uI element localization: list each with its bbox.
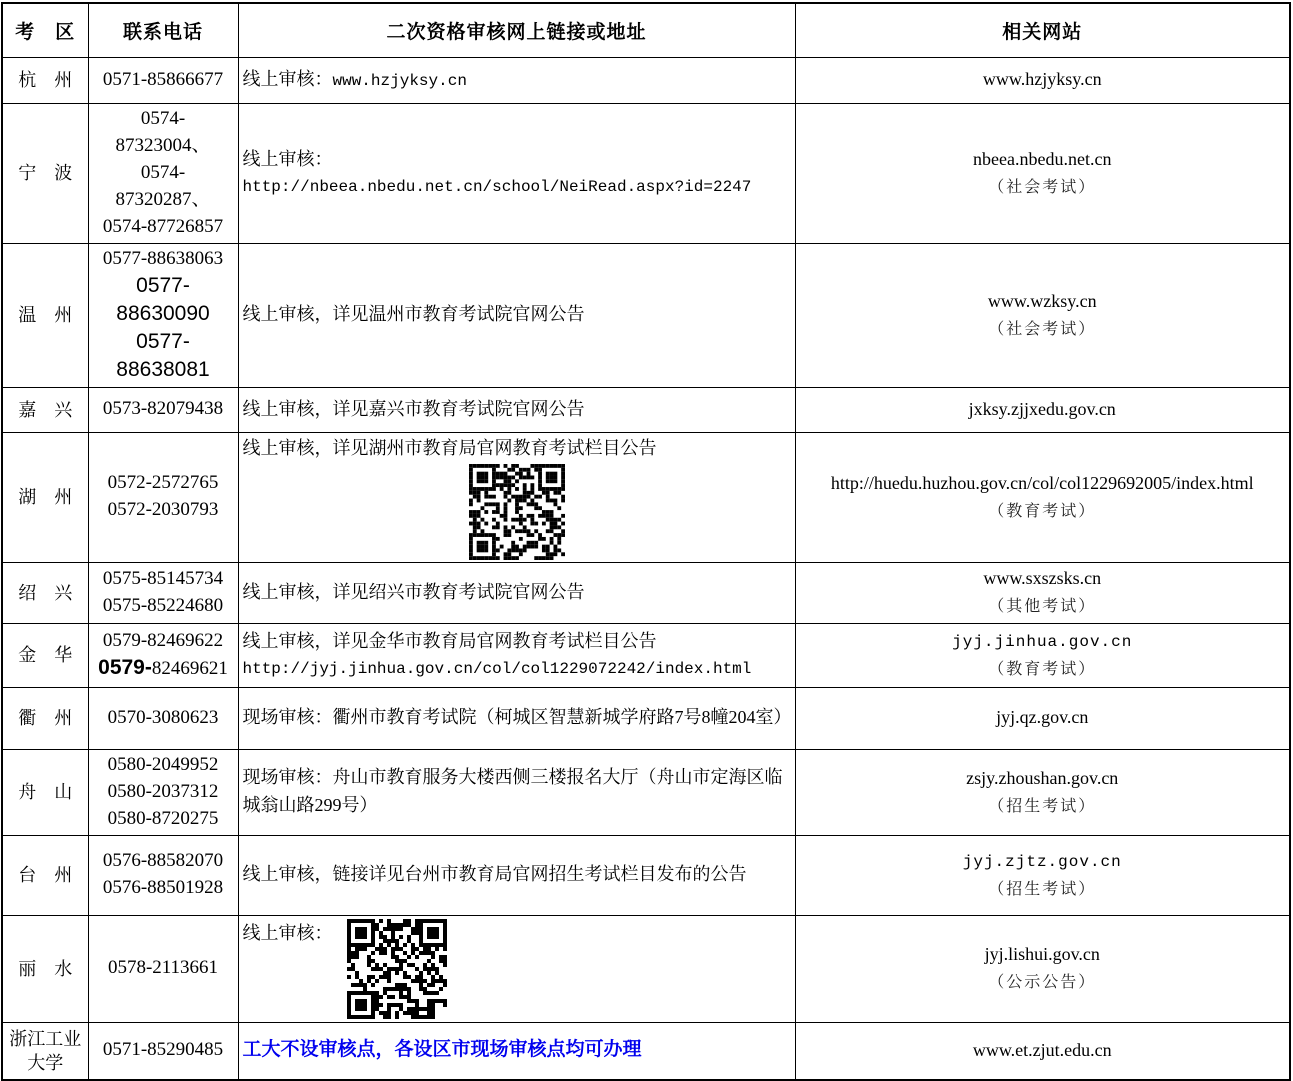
phone-number: 0576-88501928 bbox=[102, 877, 224, 898]
phone-line bbox=[93, 470, 234, 497]
phone-cell bbox=[88, 432, 238, 562]
website-line bbox=[800, 470, 1286, 498]
phone-number: 0570-3080623 bbox=[107, 706, 219, 728]
phone-cell bbox=[88, 749, 238, 835]
link-text: 线上审核，详见金华市教育局官网教育考试栏目公告 bbox=[242, 631, 657, 651]
website-line bbox=[800, 704, 1286, 732]
link-line bbox=[243, 435, 791, 463]
website-line bbox=[800, 66, 1286, 94]
table-row bbox=[2, 749, 1290, 835]
phone-line bbox=[93, 106, 234, 133]
phone-line bbox=[93, 246, 234, 273]
website-text: jyj.qz.gov.cn bbox=[996, 707, 1089, 727]
district-name: 温 州 bbox=[18, 305, 73, 325]
link-line bbox=[243, 764, 791, 820]
district-cell bbox=[2, 749, 88, 835]
phone-line bbox=[93, 301, 234, 329]
link-cell bbox=[238, 432, 795, 562]
link-line bbox=[243, 579, 791, 607]
phone-number: 0575-85224680 bbox=[102, 594, 224, 616]
district-cell bbox=[2, 835, 88, 915]
phone-number: 0575-85145734 bbox=[102, 567, 224, 589]
website-cell bbox=[795, 57, 1290, 103]
district-name: 嘉 兴 bbox=[18, 399, 73, 420]
website-text: zsjy.zhoushan.gov.cn bbox=[966, 767, 1119, 788]
phone-line bbox=[93, 214, 234, 241]
phone-number: 0574-87726857 bbox=[102, 215, 224, 237]
phone-cell bbox=[88, 103, 238, 243]
table-row bbox=[2, 57, 1290, 103]
website-line bbox=[800, 848, 1286, 876]
website-line bbox=[800, 941, 1286, 969]
website-cell bbox=[795, 687, 1290, 749]
header-phone: 联系电话 bbox=[88, 3, 238, 57]
table-row bbox=[2, 623, 1290, 687]
phone-line bbox=[93, 779, 234, 806]
website-line bbox=[800, 1037, 1286, 1065]
district-cell bbox=[2, 243, 88, 387]
website-cell bbox=[795, 103, 1290, 243]
link-text: 工大不设审核点，各设区市现场审核点均可办理 bbox=[242, 1039, 642, 1061]
table-row bbox=[2, 243, 1290, 387]
link-cell bbox=[238, 749, 795, 835]
link-text: 现场审核：舟山市教育服务大楼西侧三楼报名大厅（舟山市定海区临城翁山路299号） bbox=[242, 767, 783, 815]
website-line bbox=[800, 628, 1286, 656]
link-line bbox=[243, 396, 791, 424]
phone-number: 0579- bbox=[98, 655, 152, 679]
table-row bbox=[2, 387, 1290, 432]
phone-line bbox=[93, 705, 234, 732]
link-text: 线上审核，链接详见台州市教育局官网招生考试栏目发布的公告 bbox=[242, 864, 747, 884]
phone-number: 88638081 bbox=[116, 357, 210, 381]
phone-number: 0576-88582070 bbox=[102, 850, 224, 871]
website-cell bbox=[795, 432, 1290, 562]
link-text: 线上审核，详见嘉兴市教育考试院官网公告 bbox=[242, 398, 585, 419]
link-text: 现场审核：衢州市教育考试院（柯城区智慧新城学府路7号8幢204室） bbox=[242, 707, 792, 727]
website-text: （招生考试） bbox=[988, 797, 1097, 815]
link-cell bbox=[238, 103, 795, 243]
phone-cell bbox=[88, 687, 238, 749]
link-line bbox=[243, 301, 791, 329]
phone-line bbox=[93, 875, 234, 902]
district-name: 丽 水 bbox=[18, 958, 73, 979]
website-text: （教育考试） bbox=[988, 502, 1097, 520]
phone-number: 0577- bbox=[136, 329, 190, 353]
website-line bbox=[800, 765, 1286, 793]
phone-number: 87320287、 bbox=[115, 188, 211, 210]
link-text: 线上审核，详见湖州市教育局官网教育考试栏目公告 bbox=[242, 437, 657, 458]
website-cell bbox=[795, 1022, 1290, 1080]
district-name: 杭 州 bbox=[18, 70, 73, 90]
link-line bbox=[243, 919, 333, 947]
website-line bbox=[800, 593, 1286, 620]
district-cell bbox=[2, 915, 88, 1022]
phone-line bbox=[93, 566, 234, 593]
district-cell bbox=[2, 1022, 88, 1080]
link-line bbox=[243, 656, 791, 682]
website-text: （公示公告） bbox=[988, 974, 1097, 991]
district-name: 台 州 bbox=[18, 865, 73, 885]
link-text: 线上审核： bbox=[242, 149, 333, 169]
website-line bbox=[800, 793, 1286, 820]
phone-cell bbox=[88, 915, 238, 1022]
phone-line bbox=[93, 329, 234, 357]
link-line bbox=[243, 146, 791, 174]
website-text: www.et.zjut.edu.cn bbox=[972, 1039, 1112, 1060]
phone-line bbox=[93, 955, 234, 982]
link-line bbox=[243, 628, 791, 656]
phone-number: 0573-82079438 bbox=[102, 398, 224, 419]
phone-number: 0572-2572765 bbox=[107, 472, 219, 493]
link-text: http://jyj.jinhua.gov.cn/col/col1229072242/index.html bbox=[242, 660, 752, 678]
district-cell bbox=[2, 687, 88, 749]
qr-code bbox=[469, 464, 565, 560]
phone-number: 0577- bbox=[136, 273, 190, 297]
phone-number: 0574- bbox=[140, 161, 186, 183]
phone-cell bbox=[88, 562, 238, 623]
table-row bbox=[2, 687, 1290, 749]
website-text: （教育考试） bbox=[988, 660, 1097, 678]
website-cell bbox=[795, 835, 1290, 915]
link-cell bbox=[238, 623, 795, 687]
website-line bbox=[800, 565, 1286, 593]
table-row bbox=[2, 562, 1290, 623]
district-cell bbox=[2, 432, 88, 562]
phone-line bbox=[93, 273, 234, 301]
phone-number: 0574- bbox=[140, 107, 186, 129]
phone-number: 0572-2030793 bbox=[107, 499, 219, 520]
link-text: 线上审核，详见绍兴市教育考试院官网公告 bbox=[242, 581, 585, 602]
qr-code bbox=[347, 919, 447, 1019]
website-text: www.sxszsks.cn bbox=[983, 568, 1102, 588]
phone-line bbox=[93, 1037, 234, 1064]
header-link: 二次资格审核网上链接或地址 bbox=[238, 3, 795, 57]
table-row bbox=[2, 835, 1290, 915]
table-row bbox=[2, 915, 1290, 1022]
phone-cell bbox=[88, 57, 238, 103]
district-name: 绍 兴 bbox=[18, 582, 73, 603]
website-line bbox=[800, 316, 1286, 343]
district-cell bbox=[2, 387, 88, 432]
website-cell bbox=[795, 243, 1290, 387]
district-name: 舟 山 bbox=[18, 782, 73, 802]
phone-line bbox=[93, 133, 234, 160]
link-content bbox=[243, 919, 791, 1019]
phone-cell bbox=[88, 835, 238, 915]
district-name: 宁 波 bbox=[18, 163, 73, 183]
district-cell bbox=[2, 57, 88, 103]
website-cell bbox=[795, 915, 1290, 1022]
website-cell bbox=[795, 562, 1290, 623]
phone-line bbox=[93, 752, 234, 779]
link-cell bbox=[238, 1022, 795, 1080]
link-text: www.hzjyksy.cn bbox=[332, 72, 467, 90]
phone-line bbox=[93, 187, 234, 214]
phone-line bbox=[93, 67, 234, 94]
verification-table bbox=[1, 2, 1291, 1081]
district-name: 湖 州 bbox=[18, 487, 73, 507]
website-text: jyj.jinhua.gov.cn bbox=[952, 632, 1133, 651]
website-text: （招生考试） bbox=[988, 880, 1097, 898]
district-name: 浙江工业大学 bbox=[9, 1028, 82, 1073]
website-line bbox=[800, 174, 1286, 201]
website-text: www.hzjyksy.cn bbox=[982, 69, 1102, 89]
phone-line bbox=[93, 848, 234, 875]
website-line bbox=[800, 288, 1286, 316]
phone-cell bbox=[88, 387, 238, 432]
website-text: http://huedu.huzhou.gov.cn/col/col1229692005/index.html bbox=[830, 472, 1254, 493]
website-text: www.wzksy.cn bbox=[987, 290, 1097, 311]
link-cell bbox=[238, 57, 795, 103]
phone-number: 0577-88638063 bbox=[102, 247, 224, 269]
website-line bbox=[800, 498, 1286, 525]
website-text: jyj.lishui.gov.cn bbox=[984, 944, 1100, 964]
phone-line bbox=[93, 806, 234, 833]
link-text: 线上审核： bbox=[242, 69, 333, 89]
website-text: （社会考试） bbox=[988, 178, 1097, 196]
table-row bbox=[2, 103, 1290, 243]
phone-number: 0579-82469622 bbox=[102, 629, 224, 651]
link-text: http://nbeea.nbedu.net.cn/school/NeiRead.aspx?id=2247 bbox=[242, 178, 752, 196]
link-line bbox=[243, 704, 791, 732]
phone-number: 0571-85866677 bbox=[102, 68, 224, 90]
phone-line bbox=[93, 396, 234, 423]
phone-line bbox=[93, 655, 234, 683]
table-body bbox=[2, 57, 1290, 1080]
district-cell bbox=[2, 623, 88, 687]
phone-number: 87323004、 bbox=[115, 134, 211, 156]
link-line bbox=[243, 174, 791, 200]
table-row bbox=[2, 432, 1290, 562]
qr-code-wrapper bbox=[243, 464, 791, 560]
phone-number: 88630090 bbox=[116, 301, 210, 325]
phone-number: 0580-2049952 bbox=[107, 753, 219, 775]
header-district: 考 区 bbox=[2, 3, 88, 57]
website-cell bbox=[795, 387, 1290, 432]
header-website: 相关网站 bbox=[795, 3, 1290, 57]
link-line bbox=[243, 66, 791, 94]
district-cell bbox=[2, 562, 88, 623]
link-text: 线上审核： bbox=[242, 922, 333, 943]
phone-line bbox=[93, 497, 234, 524]
website-line bbox=[800, 969, 1286, 996]
phone-cell bbox=[88, 623, 238, 687]
website-text: jxksy.zjjxedu.gov.cn bbox=[968, 398, 1116, 419]
website-line bbox=[800, 876, 1286, 903]
phone-line bbox=[93, 357, 234, 385]
district-name: 金 华 bbox=[18, 645, 73, 665]
website-text: （社会考试） bbox=[988, 320, 1097, 338]
link-cell bbox=[238, 562, 795, 623]
website-line bbox=[800, 656, 1286, 683]
phone-number: 0580-8720275 bbox=[107, 807, 219, 829]
district-name: 衢 州 bbox=[18, 708, 73, 728]
link-line bbox=[243, 1037, 791, 1064]
phone-number: 0580-2037312 bbox=[107, 780, 219, 802]
link-cell bbox=[238, 835, 795, 915]
link-cell bbox=[238, 915, 795, 1022]
phone-line bbox=[93, 628, 234, 655]
phone-cell bbox=[88, 243, 238, 387]
phone-number: 0571-85290485 bbox=[102, 1039, 224, 1061]
phone-line bbox=[93, 593, 234, 620]
district-cell bbox=[2, 103, 88, 243]
website-line bbox=[800, 146, 1286, 174]
table-header-row bbox=[2, 3, 1290, 57]
link-cell bbox=[238, 687, 795, 749]
phone-number: 82469621 bbox=[151, 657, 228, 679]
link-text: 线上审核，详见温州市教育考试院官网公告 bbox=[242, 304, 585, 324]
website-line bbox=[800, 396, 1286, 424]
phone-number: 0578-2113661 bbox=[107, 957, 219, 978]
website-text: （其他考试） bbox=[988, 598, 1097, 615]
website-cell bbox=[795, 749, 1290, 835]
website-text: jyj.zjtz.gov.cn bbox=[962, 852, 1122, 871]
website-cell bbox=[795, 623, 1290, 687]
phone-line bbox=[93, 160, 234, 187]
website-text: nbeea.nbedu.net.cn bbox=[973, 148, 1112, 169]
link-line bbox=[243, 861, 791, 889]
phone-cell bbox=[88, 1022, 238, 1080]
table-row bbox=[2, 1022, 1290, 1080]
link-cell bbox=[238, 387, 795, 432]
link-cell bbox=[238, 243, 795, 387]
